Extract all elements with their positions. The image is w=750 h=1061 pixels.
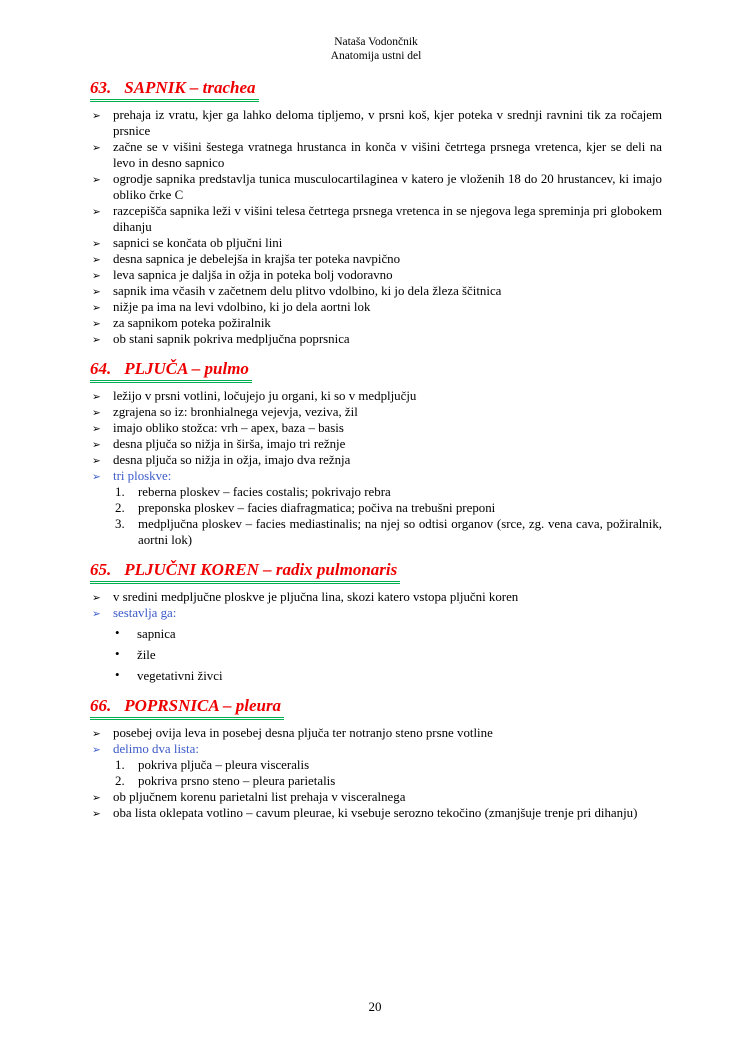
list-item <box>90 139 662 171</box>
arrow-bullet-icon: ➢ <box>92 744 101 756</box>
arrow-bullet-icon: ➢ <box>92 592 101 604</box>
arrow-bullet-icon: ➢ <box>92 728 101 740</box>
list-item-text: desna pljuča so nižja in širša, imajo tri režnje <box>113 437 346 451</box>
arrow-bullet-icon: ➢ <box>92 334 101 346</box>
section-64 <box>90 359 662 548</box>
arrow-bullet-icon: ➢ <box>92 110 101 122</box>
list-item-text: sapnik ima včasih v začetnem delu plitvo vdolbino, ki jo dela žleza ščitnica <box>113 284 502 298</box>
list-item <box>90 452 662 468</box>
section-number: 65. <box>90 560 112 579</box>
list-item <box>90 251 662 267</box>
section-name: POPRSNICA – pleura <box>124 696 282 715</box>
list-item-text: sapnici se končata ob pljučni lini <box>113 236 283 250</box>
list-item <box>90 315 662 331</box>
list-item-text: nižje pa ima na levi vdolbino, ki jo dela aortni lok <box>113 300 371 314</box>
arrow-bullet-icon: ➢ <box>92 206 101 218</box>
list-item-text: ležijo v prsni votlini, ločujejo ju organi, ki so v medpljučju <box>113 389 417 403</box>
arrow-bullet-icon: ➢ <box>92 792 101 804</box>
list-item <box>90 436 662 452</box>
subtitle-line: Anatomija ustni del <box>330 49 422 62</box>
numbered-item-text: reberna ploskev – facies costalis; pokrivajo rebra <box>138 485 391 499</box>
section-66 <box>90 696 662 821</box>
page-number: 20 <box>368 999 382 1014</box>
list-item <box>90 235 662 251</box>
list-item <box>90 420 662 436</box>
list-item-text: prehaja iz vratu, kjer ga lahko deloma tipljemo, v prsni koš, kjer poteka v srednji ravnini tik za ročajem prsnice <box>113 108 662 138</box>
disc-bullet-icon: • <box>115 668 120 682</box>
list-item <box>90 404 662 420</box>
list-item-text: delimo dva lista: <box>113 742 199 756</box>
list-item-blue-label <box>90 605 662 621</box>
list-item <box>90 267 662 283</box>
list-item-text: razcepišča sapnika leži v višini telesa četrtega prsnega vretenca in se njegova lega spreminja pri globokem dihanju <box>113 204 662 234</box>
item-number: 2. <box>115 501 125 515</box>
arrow-bullet-icon: ➢ <box>92 142 101 154</box>
numbered-item <box>90 484 662 500</box>
list-item <box>90 789 662 805</box>
list-item <box>90 203 662 235</box>
bullet-item-text: vegetativni živci <box>137 669 223 683</box>
list-item <box>90 107 662 139</box>
arrow-bullet-icon: ➢ <box>92 423 101 435</box>
numbered-item <box>90 500 662 516</box>
arrow-bullet-icon: ➢ <box>92 455 101 467</box>
numbered-item <box>90 757 662 773</box>
section-title <box>90 78 662 102</box>
numbered-item <box>90 773 662 789</box>
list-item-text: ob stani sapnik pokriva medpljučna poprsnica <box>113 332 350 346</box>
list-item <box>90 283 662 299</box>
list-item-text: zgrajena so iz: bronhialnega vejevja, veziva, žil <box>113 405 358 419</box>
item-number: 1. <box>115 758 125 772</box>
author-line: Nataša Vodončnik <box>334 36 418 48</box>
list-item <box>90 725 662 741</box>
list-item-text: sestavlja ga: <box>113 606 177 620</box>
list-item <box>90 388 662 404</box>
list-item-blue-label <box>90 468 662 484</box>
list-item-text: leva sapnica je daljša in ožja in poteka bolj vodoravno <box>113 268 393 282</box>
section-title <box>90 560 662 584</box>
disc-bullet-icon: • <box>115 626 120 640</box>
arrow-bullet-icon: ➢ <box>92 608 101 620</box>
numbered-item-text: pokriva pljuča – pleura visceralis <box>138 758 310 772</box>
list-item-text: ob pljučnem korenu parietalni list prehaja v visceralnega <box>113 790 406 804</box>
arrow-bullet-icon: ➢ <box>92 270 101 282</box>
list-item-text: oba lista oklepata votlino – cavum pleurae, ki vsebuje serozno tekočino (zmanjšuje trenje pri dihanju) <box>113 806 638 820</box>
list-item-blue-label <box>90 741 662 757</box>
list-item <box>90 171 662 203</box>
section-name: PLJUČA – pulmo <box>124 359 249 378</box>
list-item-text: v sredini medpljučne ploskve je pljučna lina, skozi katero vstopa pljučni koren <box>113 590 519 604</box>
list-item-text: začne se v višini šestega vratnega hrustanca in konča v višini četrtega prsnega vretenca, kjer se deli na levo in desno sapnico <box>113 140 662 170</box>
list-item-text: desna pljuča so nižja in ožja, imajo dva režnja <box>113 453 351 467</box>
list-item-text: tri ploskve: <box>113 469 172 483</box>
section-63 <box>90 78 662 347</box>
item-number: 1. <box>115 485 125 499</box>
section-title <box>90 359 662 383</box>
arrow-bullet-icon: ➢ <box>92 238 101 250</box>
list-item-text: za sapnikom poteka požiralnik <box>113 316 271 330</box>
arrow-bullet-icon: ➢ <box>92 407 101 419</box>
list-item <box>90 805 662 821</box>
item-number: 2. <box>115 774 125 788</box>
arrow-bullet-icon: ➢ <box>92 174 101 186</box>
arrow-bullet-icon: ➢ <box>92 471 101 483</box>
list-item <box>90 299 662 315</box>
section-number: 64. <box>90 359 112 378</box>
arrow-bullet-icon: ➢ <box>92 808 101 820</box>
numbered-item-text: pokriva prsno steno – pleura parietalis <box>138 774 336 788</box>
item-number: 3. <box>115 517 125 531</box>
disc-bullet-icon: • <box>115 647 120 661</box>
bullet-item-text: žile <box>137 648 156 662</box>
section-65 <box>90 560 662 684</box>
section-title <box>90 696 662 720</box>
arrow-bullet-icon: ➢ <box>92 318 101 330</box>
list-item <box>90 331 662 347</box>
section-number: 63. <box>90 78 112 97</box>
list-item-text: desna sapnica je debelejša in krajša ter poteka navpično <box>113 252 401 266</box>
section-name: PLJUČNI KOREN – radix pulmonaris <box>124 560 398 579</box>
arrow-bullet-icon: ➢ <box>92 391 101 403</box>
bullet-item <box>90 647 662 663</box>
document-header <box>90 36 662 63</box>
list-item-text: ogrodje sapnika predstavlja tunica musculocartilaginea v katero je vloženih 18 do 20 hrustancev, ki imajo obliko črke C <box>113 172 662 202</box>
list-item-text: imajo obliko stožca: vrh – apex, baza – basis <box>113 421 344 435</box>
arrow-bullet-icon: ➢ <box>92 286 101 298</box>
arrow-bullet-icon: ➢ <box>92 254 101 266</box>
list-item <box>90 589 662 605</box>
bullet-item-text: sapnica <box>137 627 176 641</box>
bullet-item <box>90 668 662 684</box>
arrow-bullet-icon: ➢ <box>92 302 101 314</box>
bullet-item <box>90 626 662 642</box>
arrow-bullet-icon: ➢ <box>92 439 101 451</box>
section-number: 66. <box>90 696 112 715</box>
section-name: SAPNIK – trachea <box>124 78 256 97</box>
list-item-text: posebej ovija leva in posebej desna pljuča ter notranjo steno prsne votline <box>113 726 493 740</box>
numbered-item-text: medpljučna ploskev – facies mediastinalis; na njej so odtisi organov (srce, zg. vena cava, požiralnik, aortni lok) <box>138 517 662 547</box>
numbered-item <box>90 516 662 548</box>
numbered-item-text: preponska ploskev – facies diafragmatica; počiva na trebušni preponi <box>138 501 496 515</box>
